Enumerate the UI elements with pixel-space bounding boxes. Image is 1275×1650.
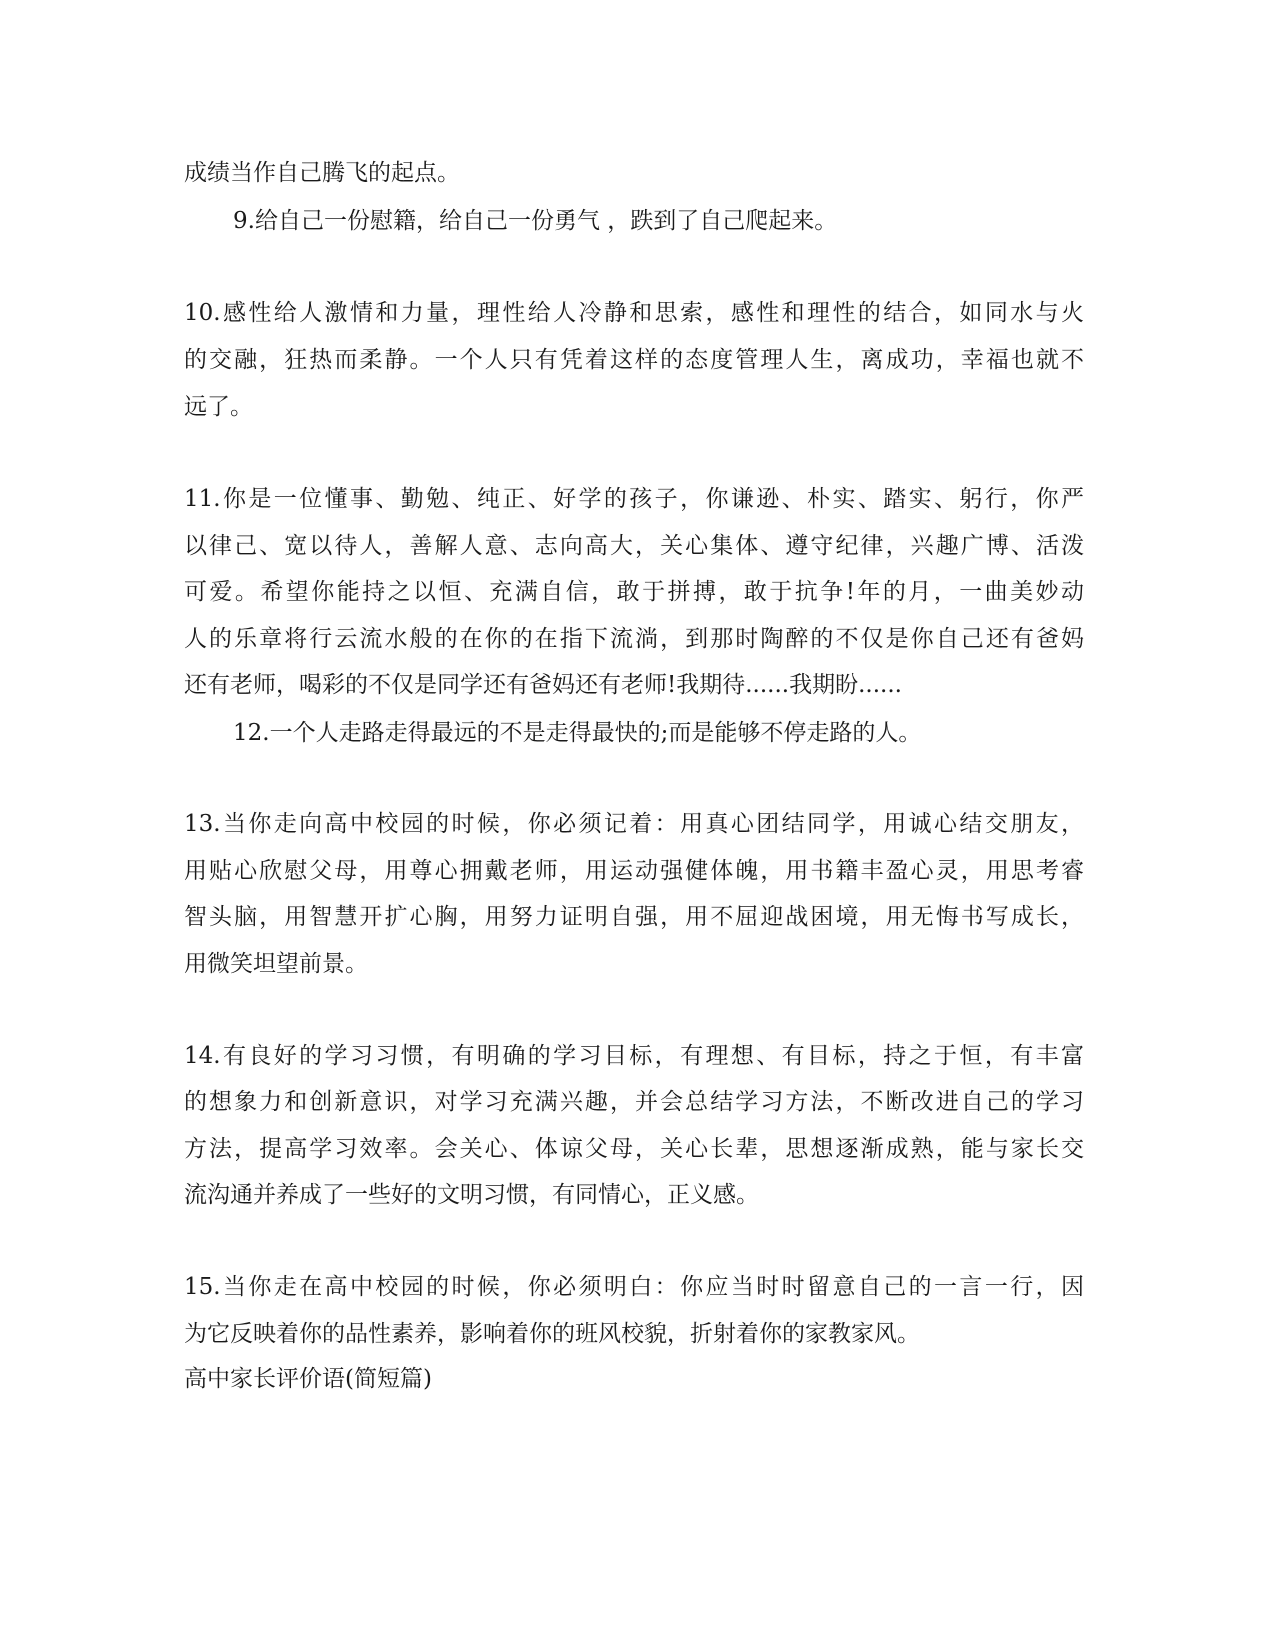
item-14-line-1: 14.有良好的学习习惯，有明确的学习目标，有理想、有目标，持之于恒，有丰富: [184, 1043, 1084, 1069]
item-14-line-3: 方法，提高学习效率。会关心、体谅父母，关心长辈，思想逐渐成熟，能与家长交: [184, 1136, 1084, 1162]
item-13-line-4: 用微笑坦望前景。: [184, 951, 368, 977]
item-15-line-1: 15.当你走在高中校园的时候，你必须明白：你应当时时留意自己的一言一行，因: [184, 1274, 1084, 1300]
item-14-line-2: 的想象力和创新意识，对学习充满兴趣，并会总结学习方法，不断改进自己的学习: [184, 1089, 1084, 1115]
item-12-line-1: 12.一个人走路走得最远的不是走得最快的;而是能够不停走路的人。: [233, 720, 922, 746]
item-9-line-1: 9.给自己一份慰籍，给自己一份勇气 ，跌到了自己爬起来。: [233, 208, 838, 234]
item-11-line-1: 11.你是一位懂事、勤勉、纯正、好学的孩子，你谦逊、朴实、踏实、躬行，你严: [184, 486, 1084, 512]
item-10-line-1: 10.感性给人激情和力量，理性给人冷静和思索，感性和理性的结合，如同水与火: [184, 300, 1084, 326]
item-10-line-2: 的交融，狂热而柔静。一个人只有凭着这样的态度管理人生，离成功，幸福也就不: [184, 347, 1084, 373]
item-13-line-2: 用贴心欣慰父母，用尊心拥戴老师，用运动强健体魄，用书籍丰盈心灵，用思考睿: [184, 858, 1084, 884]
item-15-line-2: 为它反映着你的品性素养，影响着你的班风校貌，折射着你的家教家风。: [184, 1321, 920, 1347]
item-11-line-4: 人的乐章将行云流水般的在你的在指下流淌，到那时陶醉的不仅是你自己还有爸妈: [184, 626, 1084, 652]
item-11-line-5: 还有老师，喝彩的不仅是同学还有爸妈还有老师!我期待......我期盼......: [184, 672, 902, 698]
item-13-line-1: 13.当你走向高中校园的时候，你必须记着：用真心团结同学，用诚心结交朋友，: [184, 811, 1084, 837]
item-11-line-3: 可爱。希望你能持之以恒、充满自信，敢于拼搏，敢于抗争!年的月，一曲美妙动: [184, 579, 1084, 605]
item-10-line-3: 远了。: [184, 394, 253, 420]
item-11-line-2: 以律己、宽以待人，善解人意、志向高大，关心集体、遵守纪律，兴趣广博、活泼: [184, 533, 1084, 559]
item-13-line-3: 智头脑，用智慧开扩心胸，用努力证明自强，用不屈迎战困境，用无悔书写成长，: [184, 904, 1084, 930]
item-14-line-4: 流沟通并养成了一些好的文明习惯，有同情心，正义感。: [184, 1182, 759, 1208]
section-heading: 高中家长评价语(简短篇): [184, 1366, 432, 1392]
text-line-1: 成绩当作自己腾飞的起点。: [184, 160, 460, 186]
